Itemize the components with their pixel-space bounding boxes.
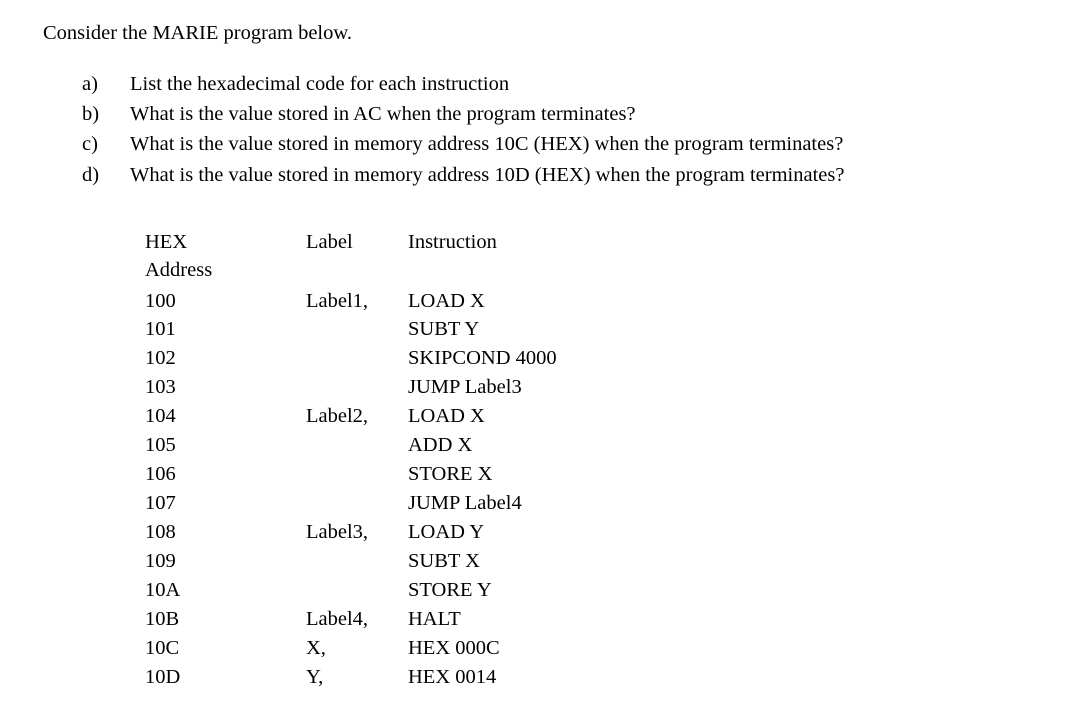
table-row: [0, 376, 700, 404]
header-instruction: Instruction: [408, 231, 497, 253]
instruction-cell: JUMP Label3: [408, 376, 522, 398]
table-row: [0, 637, 700, 665]
label-cell: Label1,: [306, 290, 369, 312]
table-row: [0, 521, 700, 549]
label-cell: Label2,: [306, 405, 369, 427]
address-cell: 102: [145, 347, 176, 369]
instruction-cell: SUBT X: [408, 550, 480, 572]
instruction-cell: JUMP Label4: [408, 492, 522, 514]
table-row: [0, 492, 700, 520]
address-cell: 109: [145, 550, 176, 572]
intro-text: Consider the MARIE program below.: [43, 22, 352, 44]
question-text: What is the value stored in memory address 10D (HEX) when the program terminates?: [130, 164, 845, 186]
instruction-cell: LOAD Y: [408, 521, 485, 543]
address-cell: 106: [145, 463, 176, 485]
question-text: What is the value stored in AC when the program terminates?: [130, 103, 636, 125]
instruction-cell: STORE Y: [408, 579, 492, 601]
label-cell: Y,: [306, 666, 324, 688]
instruction-cell: ADD X: [408, 434, 473, 456]
table-row: [0, 463, 700, 491]
instruction-cell: LOAD X: [408, 290, 485, 312]
instruction-cell: STORE X: [408, 463, 493, 485]
question-letter: b): [82, 103, 100, 125]
table-row: [0, 290, 700, 318]
table-row: [0, 434, 700, 462]
address-cell: 103: [145, 376, 176, 398]
address-cell: 100: [145, 290, 176, 312]
label-cell: Label4,: [306, 608, 369, 630]
table-row: [0, 608, 700, 636]
label-cell: Label3,: [306, 521, 369, 543]
question-text: List the hexadecimal code for each instruction: [130, 73, 510, 95]
label-cell: X,: [306, 637, 326, 659]
table-row: [0, 579, 700, 607]
instruction-cell: HEX 0014: [408, 666, 497, 688]
address-cell: 107: [145, 492, 176, 514]
address-cell: 108: [145, 521, 176, 543]
table-row: [0, 666, 700, 694]
header-address: Address: [145, 259, 213, 281]
table-row: [0, 550, 700, 578]
question-letter: c): [82, 133, 98, 155]
question-letter: a): [82, 73, 98, 95]
instruction-cell: LOAD X: [408, 405, 485, 427]
instruction-cell: HALT: [408, 608, 461, 630]
table-row: [0, 405, 700, 433]
question-text: What is the value stored in memory address 10C (HEX) when the program terminates?: [130, 133, 844, 155]
table-row: [0, 347, 700, 375]
address-cell: 10B: [145, 608, 180, 630]
header-hex: HEX: [145, 231, 188, 253]
address-cell: 105: [145, 434, 176, 456]
instruction-cell: SUBT Y: [408, 318, 480, 340]
address-cell: 10C: [145, 637, 180, 659]
instruction-cell: SKIPCOND 4000: [408, 347, 557, 369]
question-letter: d): [82, 164, 100, 186]
instruction-cell: HEX 000C: [408, 637, 500, 659]
table-row: [0, 318, 700, 346]
header-label: Label: [306, 231, 353, 253]
address-cell: 101: [145, 318, 176, 340]
address-cell: 10A: [145, 579, 181, 601]
address-cell: 10D: [145, 666, 181, 688]
address-cell: 104: [145, 405, 176, 427]
